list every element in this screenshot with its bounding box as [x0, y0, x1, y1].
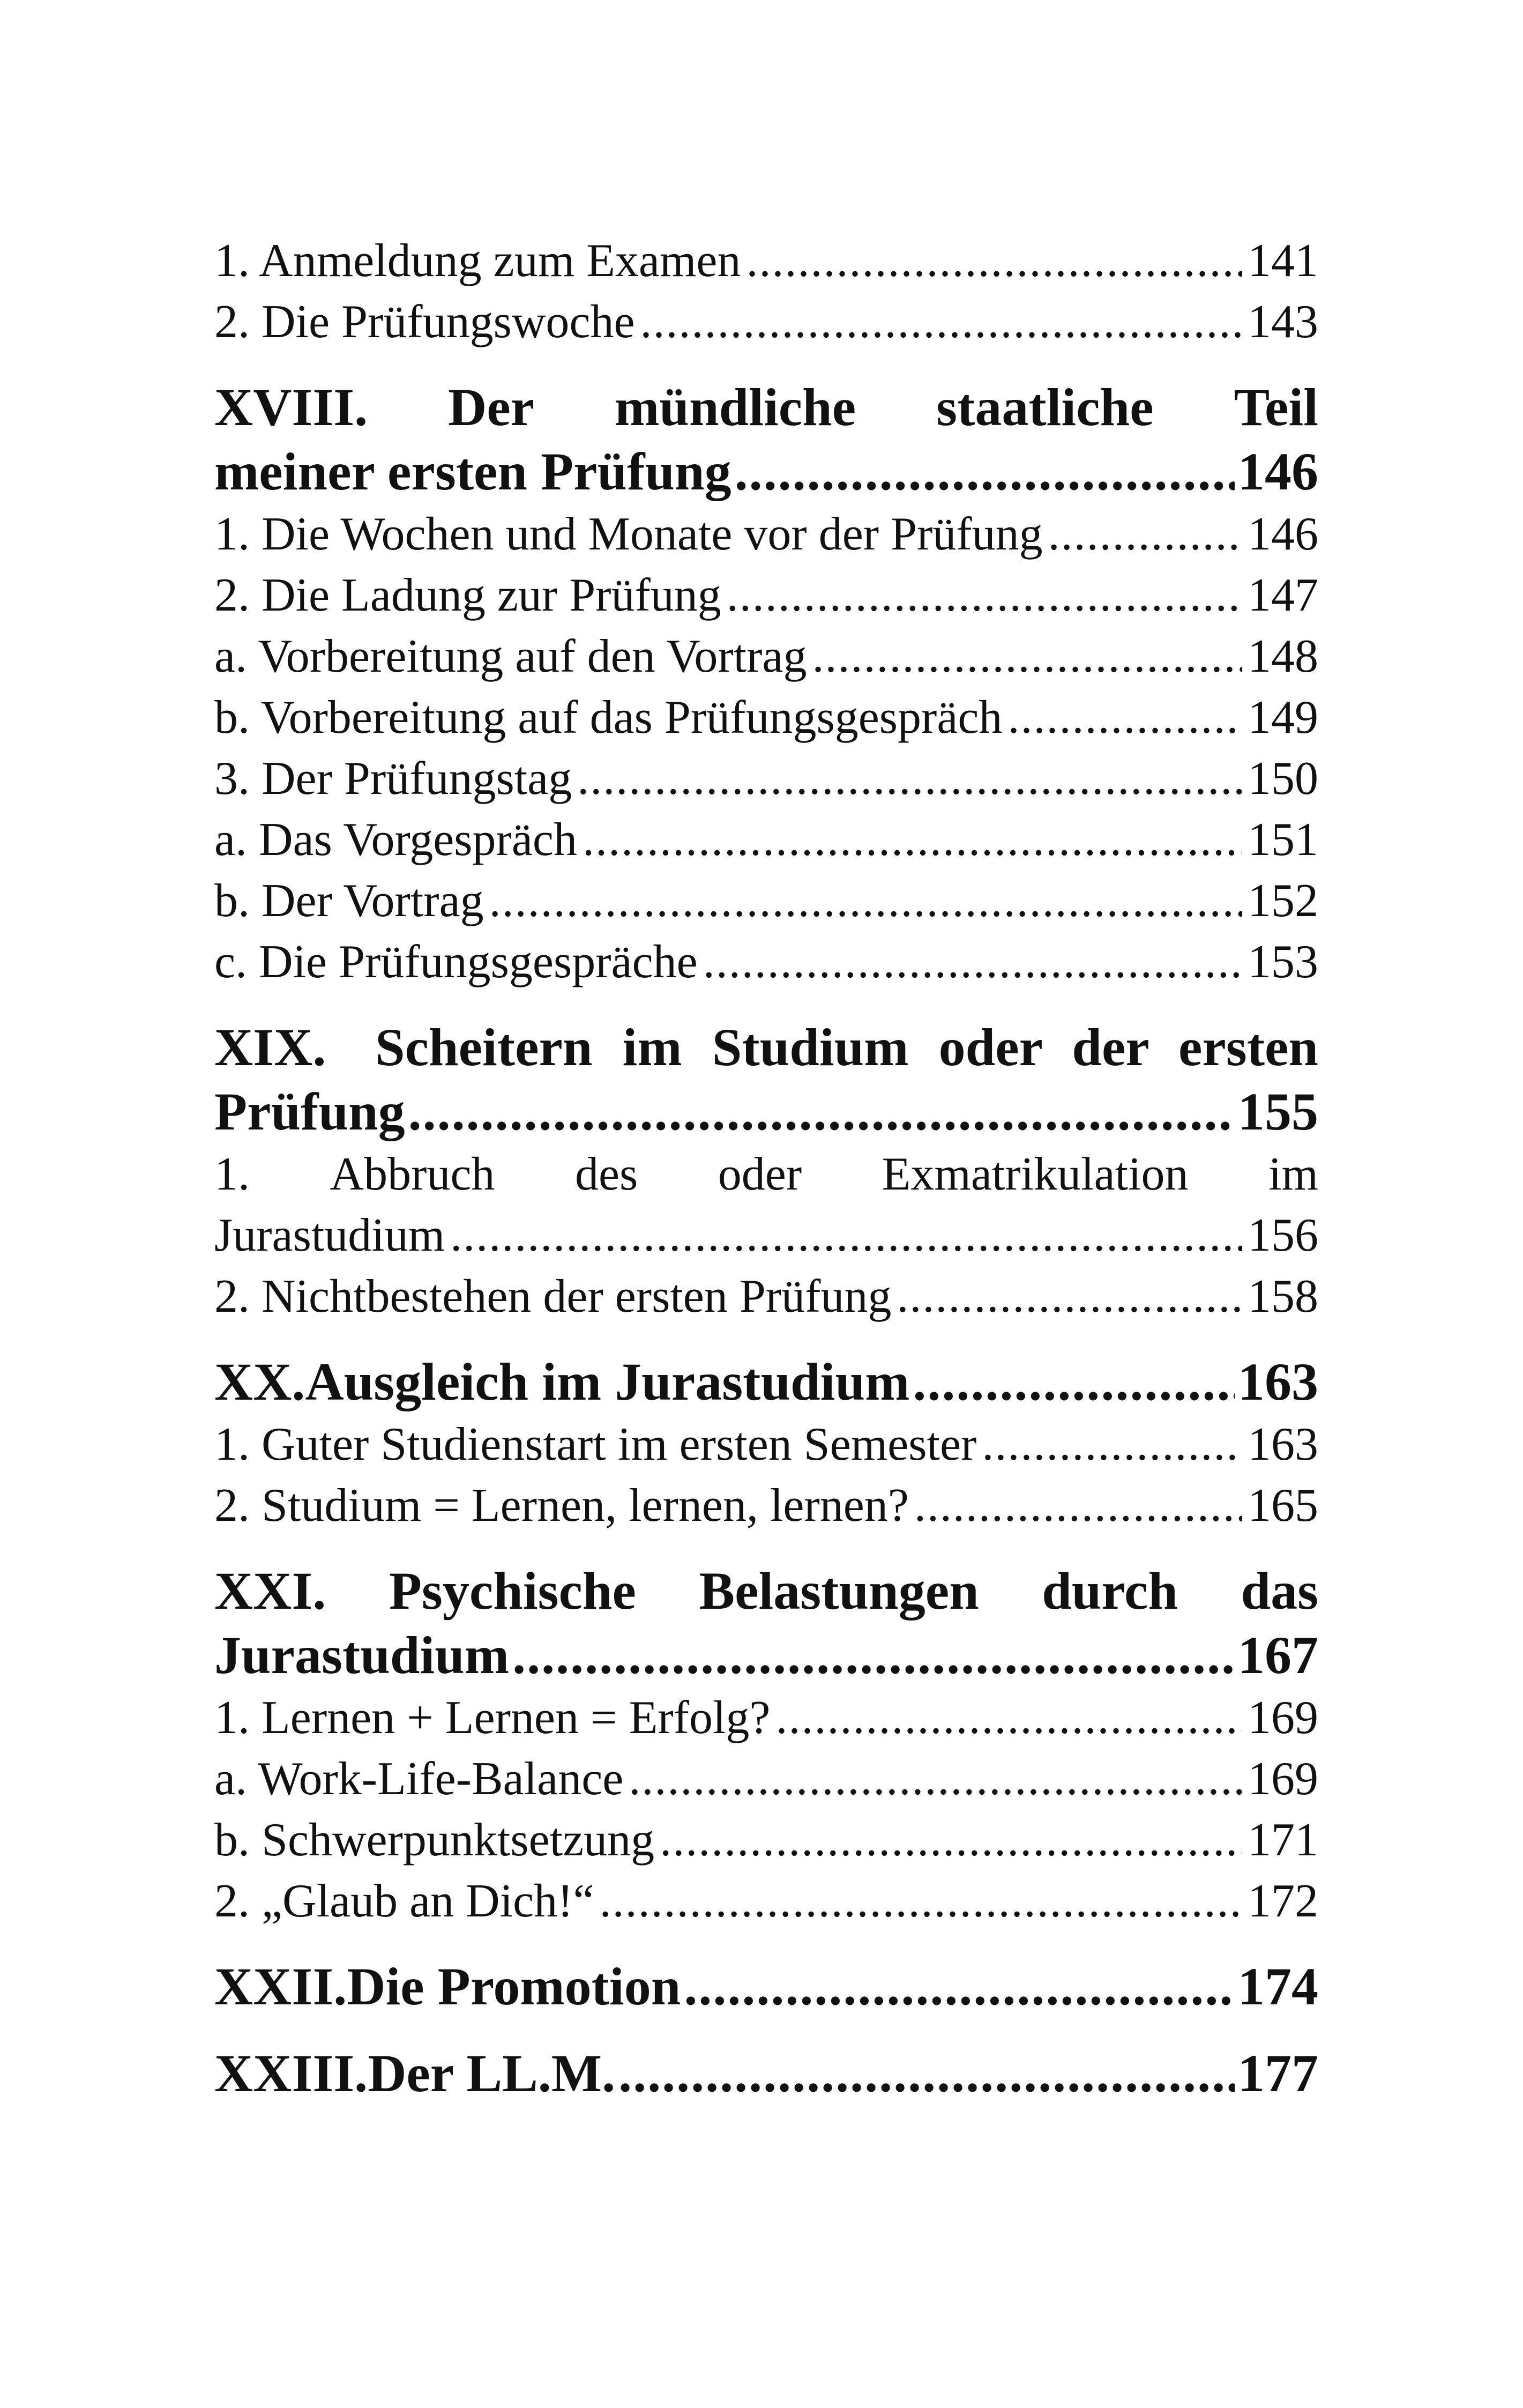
toc-entry[interactable] — [214, 1749, 1318, 1810]
chapter-title: Scheitern im Studium oder der ersten — [375, 1017, 1318, 1077]
chapter-xix[interactable] — [214, 1015, 1318, 1144]
toc-entry[interactable] — [214, 1266, 1318, 1327]
toc-entry-label: a. Work-Life-Balance — [214, 1753, 624, 1805]
toc-entry-page: 158 — [1248, 1270, 1318, 1322]
toc-leader-dots — [914, 1475, 1242, 1536]
chapter-title-word: das — [1241, 1561, 1318, 1621]
toc-entry-word: Exmatrikulation — [882, 1148, 1189, 1200]
toc-entry-label: 1. Guter Studienstart im ersten Semester — [214, 1418, 977, 1470]
toc-entry-page: 172 — [1248, 1875, 1318, 1927]
chapter-title: Prüfung — [214, 1082, 405, 1141]
toc-entry-page: 143 — [1248, 296, 1318, 348]
chapter-number: XIX. — [214, 1017, 326, 1077]
chapter-page: 163 — [1238, 1352, 1318, 1411]
toc-leader-dots — [577, 748, 1242, 809]
toc-leader-dots — [982, 1414, 1242, 1475]
toc-entry[interactable] — [214, 1414, 1318, 1475]
toc-leader-dots — [746, 231, 1242, 292]
toc-entry[interactable] — [214, 687, 1318, 748]
chapter-xxiii[interactable] — [214, 2041, 1318, 2106]
toc-entry[interactable] — [214, 748, 1318, 809]
toc-entry-page: 163 — [1248, 1418, 1318, 1470]
toc-entry-label: Jurastudium — [214, 1209, 445, 1261]
chapter-title-word: Psychische — [389, 1561, 636, 1621]
toc-entry-label: b. Schwerpunktsetzung — [214, 1814, 655, 1866]
chapter-xviii[interactable] — [214, 375, 1318, 504]
chapter-title: Der LL.M. — [368, 2043, 616, 2103]
chapter-title-word: Belastungen — [699, 1561, 979, 1621]
toc-leader-dots — [703, 932, 1242, 993]
toc-leader-dots — [618, 2041, 1235, 2106]
chapter-heading-line — [214, 1015, 1318, 1080]
toc-entry[interactable] — [214, 231, 1318, 292]
toc-entry-label: 1. Lernen + Lernen = Erfolg? — [214, 1692, 771, 1744]
toc-entry-label: b. Vorbereitung auf das Prüfungsgespräch — [214, 692, 1003, 744]
toc-entry-label: 3. Der Prüfungstag — [214, 753, 572, 805]
toc-leader-dots — [512, 1623, 1235, 1688]
chapter-page: 146 — [1238, 442, 1318, 501]
toc-entry-line — [214, 1144, 1318, 1205]
toc-leader-dots — [1007, 687, 1242, 748]
toc-leader-dots — [1048, 504, 1242, 565]
chapter-heading-line — [214, 375, 1318, 440]
toc-leader-dots — [684, 1954, 1235, 2019]
toc-entry[interactable] — [214, 932, 1318, 993]
toc-entry[interactable] — [214, 1144, 1318, 1266]
chapter-xxi[interactable] — [214, 1559, 1318, 1688]
toc-leader-dots — [660, 1810, 1242, 1871]
chapter-title: Jurastudium — [214, 1625, 510, 1685]
chapter-number: XX. — [214, 1352, 305, 1411]
toc-leader-dots — [489, 871, 1242, 932]
chapter-title-word: staatliche — [936, 377, 1154, 437]
toc-entry-page: 148 — [1248, 630, 1318, 682]
toc-entry-label: 2. Die Ladung zur Prüfung — [214, 569, 721, 621]
toc-entry-label: 2. Studium = Lernen, lernen, lernen? — [214, 1480, 909, 1532]
toc-leader-dots — [727, 565, 1242, 626]
toc-leader-dots — [629, 1749, 1242, 1810]
toc-entry-page: 149 — [1248, 692, 1318, 744]
toc-entry-page: 147 — [1248, 569, 1318, 621]
toc-entry-label: 2. Nichtbestehen der ersten Prüfung — [214, 1270, 892, 1322]
toc-leader-dots — [408, 1080, 1235, 1144]
toc-entry-page: 151 — [1248, 814, 1318, 866]
chapter-number: XVIII. — [214, 377, 368, 437]
toc-leader-dots — [450, 1205, 1242, 1266]
chapter-number: XXIII. — [214, 2043, 368, 2103]
chapter-title-word: durch — [1042, 1561, 1178, 1621]
toc-entry-page: 169 — [1248, 1753, 1318, 1805]
chapter-page: 167 — [1238, 1625, 1318, 1685]
chapter-title: Ausgleich im Jurastudium — [305, 1352, 910, 1411]
toc-entry-word: des — [574, 1148, 638, 1200]
toc-entry-label: 1. Die Wochen und Monate vor der Prüfung — [214, 508, 1043, 560]
toc-entry-label: 1. Anmeldung zum Examen — [214, 235, 741, 287]
toc-entry-word: im — [1268, 1148, 1318, 1200]
table-of-contents — [214, 231, 1318, 2106]
toc-entry-page: 165 — [1248, 1480, 1318, 1532]
toc-entry-page: 153 — [1248, 936, 1318, 988]
toc-entry-label: b. Der Vortrag — [214, 875, 484, 927]
chapter-heading-line — [214, 440, 1318, 504]
toc-entry-label: a. Das Vorgespräch — [214, 814, 577, 866]
toc-entry-word: 1. — [214, 1148, 250, 1200]
toc-leader-dots — [583, 809, 1242, 871]
chapter-title: Die Promotion — [347, 1957, 681, 2016]
chapter-number: XXII. — [214, 1957, 347, 2016]
toc-entry-page: 152 — [1248, 875, 1318, 927]
toc-entry[interactable] — [214, 809, 1318, 871]
toc-entry-label: a. Vorbereitung auf den Vortrag — [214, 630, 807, 682]
toc-entry[interactable] — [214, 1871, 1318, 1932]
chapter-title-word: Teil — [1234, 377, 1318, 437]
chapter-page: 177 — [1238, 2043, 1318, 2103]
chapter-title-word: mündliche — [615, 377, 856, 437]
toc-leader-dots — [812, 626, 1242, 687]
toc-entry-page: 171 — [1248, 1814, 1318, 1866]
toc-entry-label: 2. Die Prüfungswoche — [214, 296, 635, 348]
chapter-page: 155 — [1238, 1082, 1318, 1141]
toc-entry[interactable] — [214, 1688, 1318, 1749]
chapter-number: XXI. — [214, 1561, 326, 1621]
toc-leader-dots — [600, 1871, 1242, 1932]
toc-entry[interactable] — [214, 1810, 1318, 1871]
toc-entry-label: 2. „Glaub an Dich!“ — [214, 1875, 594, 1927]
chapter-xxii[interactable] — [214, 1954, 1318, 2019]
toc-entry-page: 141 — [1248, 235, 1318, 287]
chapter-heading-line — [214, 1080, 1318, 1144]
toc-entry-page: 146 — [1248, 508, 1318, 560]
toc-leader-dots — [897, 1266, 1242, 1327]
toc-entry[interactable] — [214, 504, 1318, 565]
toc-entry-label: c. Die Prüfungsgespräche — [214, 936, 698, 988]
toc-entry-word: Abbruch — [330, 1148, 495, 1200]
toc-entry[interactable] — [214, 565, 1318, 626]
toc-entry[interactable] — [214, 292, 1318, 353]
toc-entry[interactable] — [214, 1475, 1318, 1536]
chapter-title: meiner ersten Prüfung — [214, 442, 731, 501]
toc-entry-page: 150 — [1248, 753, 1318, 805]
toc-leader-dots — [640, 292, 1242, 353]
chapter-page: 174 — [1238, 1957, 1318, 2016]
toc-entry-page: 156 — [1248, 1209, 1318, 1261]
toc-entry[interactable] — [214, 871, 1318, 932]
toc-entry-word: oder — [718, 1148, 802, 1200]
chapter-title-word: Der — [448, 377, 535, 437]
toc-entry-page: 169 — [1248, 1692, 1318, 1744]
toc-entry-line — [214, 1205, 1318, 1266]
toc-leader-dots — [775, 1688, 1242, 1749]
chapter-heading-line — [214, 1559, 1318, 1623]
chapter-heading-line — [214, 1623, 1318, 1688]
chapter-xx[interactable] — [214, 1350, 1318, 1414]
toc-leader-dots — [735, 440, 1235, 504]
toc-leader-dots — [913, 1350, 1235, 1414]
toc-entry[interactable] — [214, 626, 1318, 687]
